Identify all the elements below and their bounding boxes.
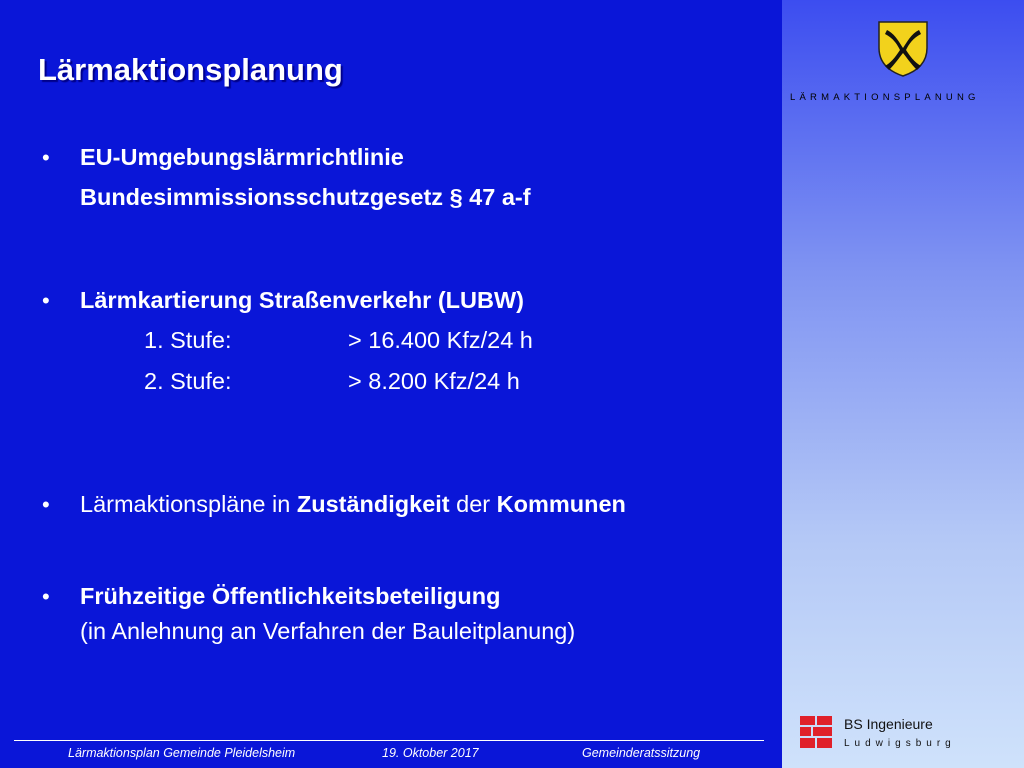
- footer-divider: [14, 740, 764, 741]
- footer-left: Lärmaktionsplan Gemeinde Pleidelsheim: [68, 746, 296, 760]
- stage-1-value: > 16.400 Kfz/24 h: [348, 327, 533, 353]
- bullet-3-part-1: Lärmaktionspläne in: [80, 491, 297, 517]
- bullet-3-line: [80, 490, 626, 518]
- stage-2-label: 2. Stufe:: [144, 368, 232, 394]
- stage-2-value: > 8.200 Kfz/24 h: [348, 368, 520, 394]
- company-name: BS Ingenieure: [844, 716, 933, 732]
- sidebar: [782, 0, 1024, 768]
- coat-of-arms-icon: [877, 20, 929, 78]
- bullet-marker: •: [42, 492, 50, 517]
- bullet-3-part-2: Zuständigkeit: [296, 491, 450, 517]
- stage-1-label: 1. Stufe:: [144, 327, 232, 353]
- bullet-2-line-1: Lärmkartierung Straßenverkehr (LUBW): [80, 287, 524, 313]
- bullet-1-line-1: EU-Umgebungslärmrichtlinie: [80, 144, 404, 170]
- company-city: Ludwigsburg: [844, 738, 956, 749]
- bullet-marker: •: [42, 145, 50, 170]
- bullet-3-part-4: Kommunen: [496, 491, 626, 517]
- bullet-marker: •: [42, 288, 50, 313]
- footer-date: 19. Oktober 2017: [382, 746, 479, 760]
- bullet-4-line-2: (in Anlehnung an Verfahren der Bauleitplanung): [80, 618, 576, 644]
- bullet-3-part-3: der: [449, 491, 497, 517]
- footer-right: Gemeinderatssitzung: [582, 746, 701, 760]
- brand-text: LÄRMAKTIONSPLANUNG: [790, 92, 980, 103]
- slide-title: Lärmaktionsplanung: [38, 52, 343, 87]
- bullet-4-line-1: Frühzeitige Öffentlichkeitsbeteiligung: [80, 583, 501, 609]
- bs-ingenieure-logo-icon: [800, 716, 834, 750]
- bullet-marker: •: [42, 584, 50, 609]
- bullet-1-line-2: Bundesimmissionsschutzgesetz § 47 a-f: [80, 184, 531, 210]
